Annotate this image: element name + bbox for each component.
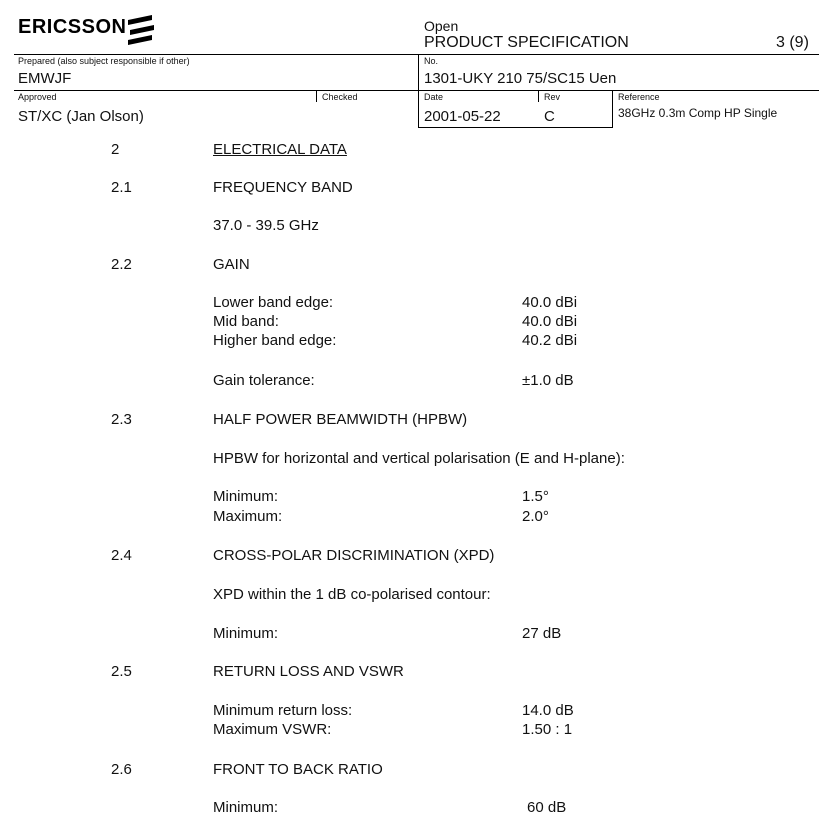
header-divider-rev [538, 90, 539, 102]
hpbw-intro-text: HPBW for horizontal and vertical polarisation (E and H-plane): [213, 450, 625, 467]
checked-label: Checked [322, 92, 358, 102]
item-number-2-2: 2.2 [111, 256, 132, 273]
gain-tolerance-value: ±1.0 dB [522, 372, 574, 389]
item-number-2-3: 2.3 [111, 411, 132, 428]
section-title: ELECTRICAL DATA [213, 141, 347, 158]
gain-row-value: 40.0 dBi [522, 294, 578, 311]
reference-value: 38GHz 0.3m Comp HP Single [618, 106, 778, 120]
gain-row-value: 40.0 dBi [522, 313, 578, 330]
reference-label: Reference [618, 92, 660, 102]
gain-row-label: Mid band: [213, 313, 279, 330]
page-number: 3 (9) [776, 34, 809, 51]
ericsson-logo-icon [124, 14, 160, 46]
hpbw-row-label: Maximum: [213, 508, 283, 525]
item-number-2-4: 2.4 [111, 547, 132, 564]
gain-row-label: Lower band edge: [213, 294, 334, 311]
header-rule-1 [14, 54, 819, 55]
gain-row-label: Higher band edge: [213, 332, 337, 349]
front-to-back-row-value: 60 dB [527, 799, 567, 816]
item-title-hpbw: HALF POWER BEAMWIDTH (HPBW) [213, 411, 468, 428]
xpd-intro-text: XPD within the 1 dB co-polarised contour: [213, 586, 491, 603]
front-to-back-row-label: Minimum: [213, 799, 279, 816]
item-number-2-5: 2.5 [111, 663, 132, 680]
document-number: 1301-UKY 210 75/SC15 Uen [424, 70, 617, 87]
header-divider-main [418, 54, 419, 128]
gain-tolerance-label: Gain tolerance: [213, 372, 315, 389]
item-title-frequency-band: FREQUENCY BAND [213, 179, 353, 196]
gain-row-value: 40.2 dBi [522, 332, 578, 349]
number-label: No. [424, 56, 439, 66]
rev-value: C [544, 108, 555, 125]
approved-label: Approved [18, 92, 57, 102]
return-loss-row-label: Minimum return loss: [213, 702, 353, 719]
section-number: 2 [111, 141, 120, 158]
hpbw-row-value: 1.5° [522, 488, 549, 505]
doc-type-title: PRODUCT SPECIFICATION [424, 34, 629, 51]
vswr-row-value: 1.50 : 1 [522, 721, 573, 738]
approved-value: ST/XC (Jan Olson) [18, 108, 144, 125]
xpd-row-label: Minimum: [213, 625, 279, 642]
rev-label: Rev [544, 92, 561, 102]
vswr-row-label: Maximum VSWR: [213, 721, 332, 738]
item-number-2-1: 2.1 [111, 179, 132, 196]
hpbw-row-value: 2.0° [522, 508, 549, 525]
item-title-return-loss: RETURN LOSS AND VSWR [213, 663, 404, 680]
header-divider-reference [612, 90, 613, 128]
date-label: Date [424, 92, 444, 102]
header-divider-checked [316, 90, 317, 102]
status-text: Open [424, 18, 459, 34]
item-number-2-6: 2.6 [111, 761, 132, 778]
header-rule-2 [14, 90, 819, 91]
hpbw-row-label: Minimum: [213, 488, 279, 505]
header-rule-date [418, 127, 612, 128]
return-loss-row-value: 14.0 dB [522, 702, 574, 719]
xpd-row-value: 27 dB [522, 625, 562, 642]
prepared-label: Prepared (also subject responsible if other) [18, 56, 190, 66]
frequency-band-value: 37.0 - 39.5 GHz [213, 217, 319, 234]
prepared-value: EMWJF [18, 70, 72, 87]
date-value: 2001-05-22 [424, 108, 501, 125]
item-title-front-to-back: FRONT TO BACK RATIO [213, 761, 383, 778]
company-logo-text: ERICSSON [18, 16, 127, 38]
item-title-gain: GAIN [213, 256, 250, 273]
item-title-xpd: CROSS-POLAR DISCRIMINATION (XPD) [213, 547, 495, 564]
